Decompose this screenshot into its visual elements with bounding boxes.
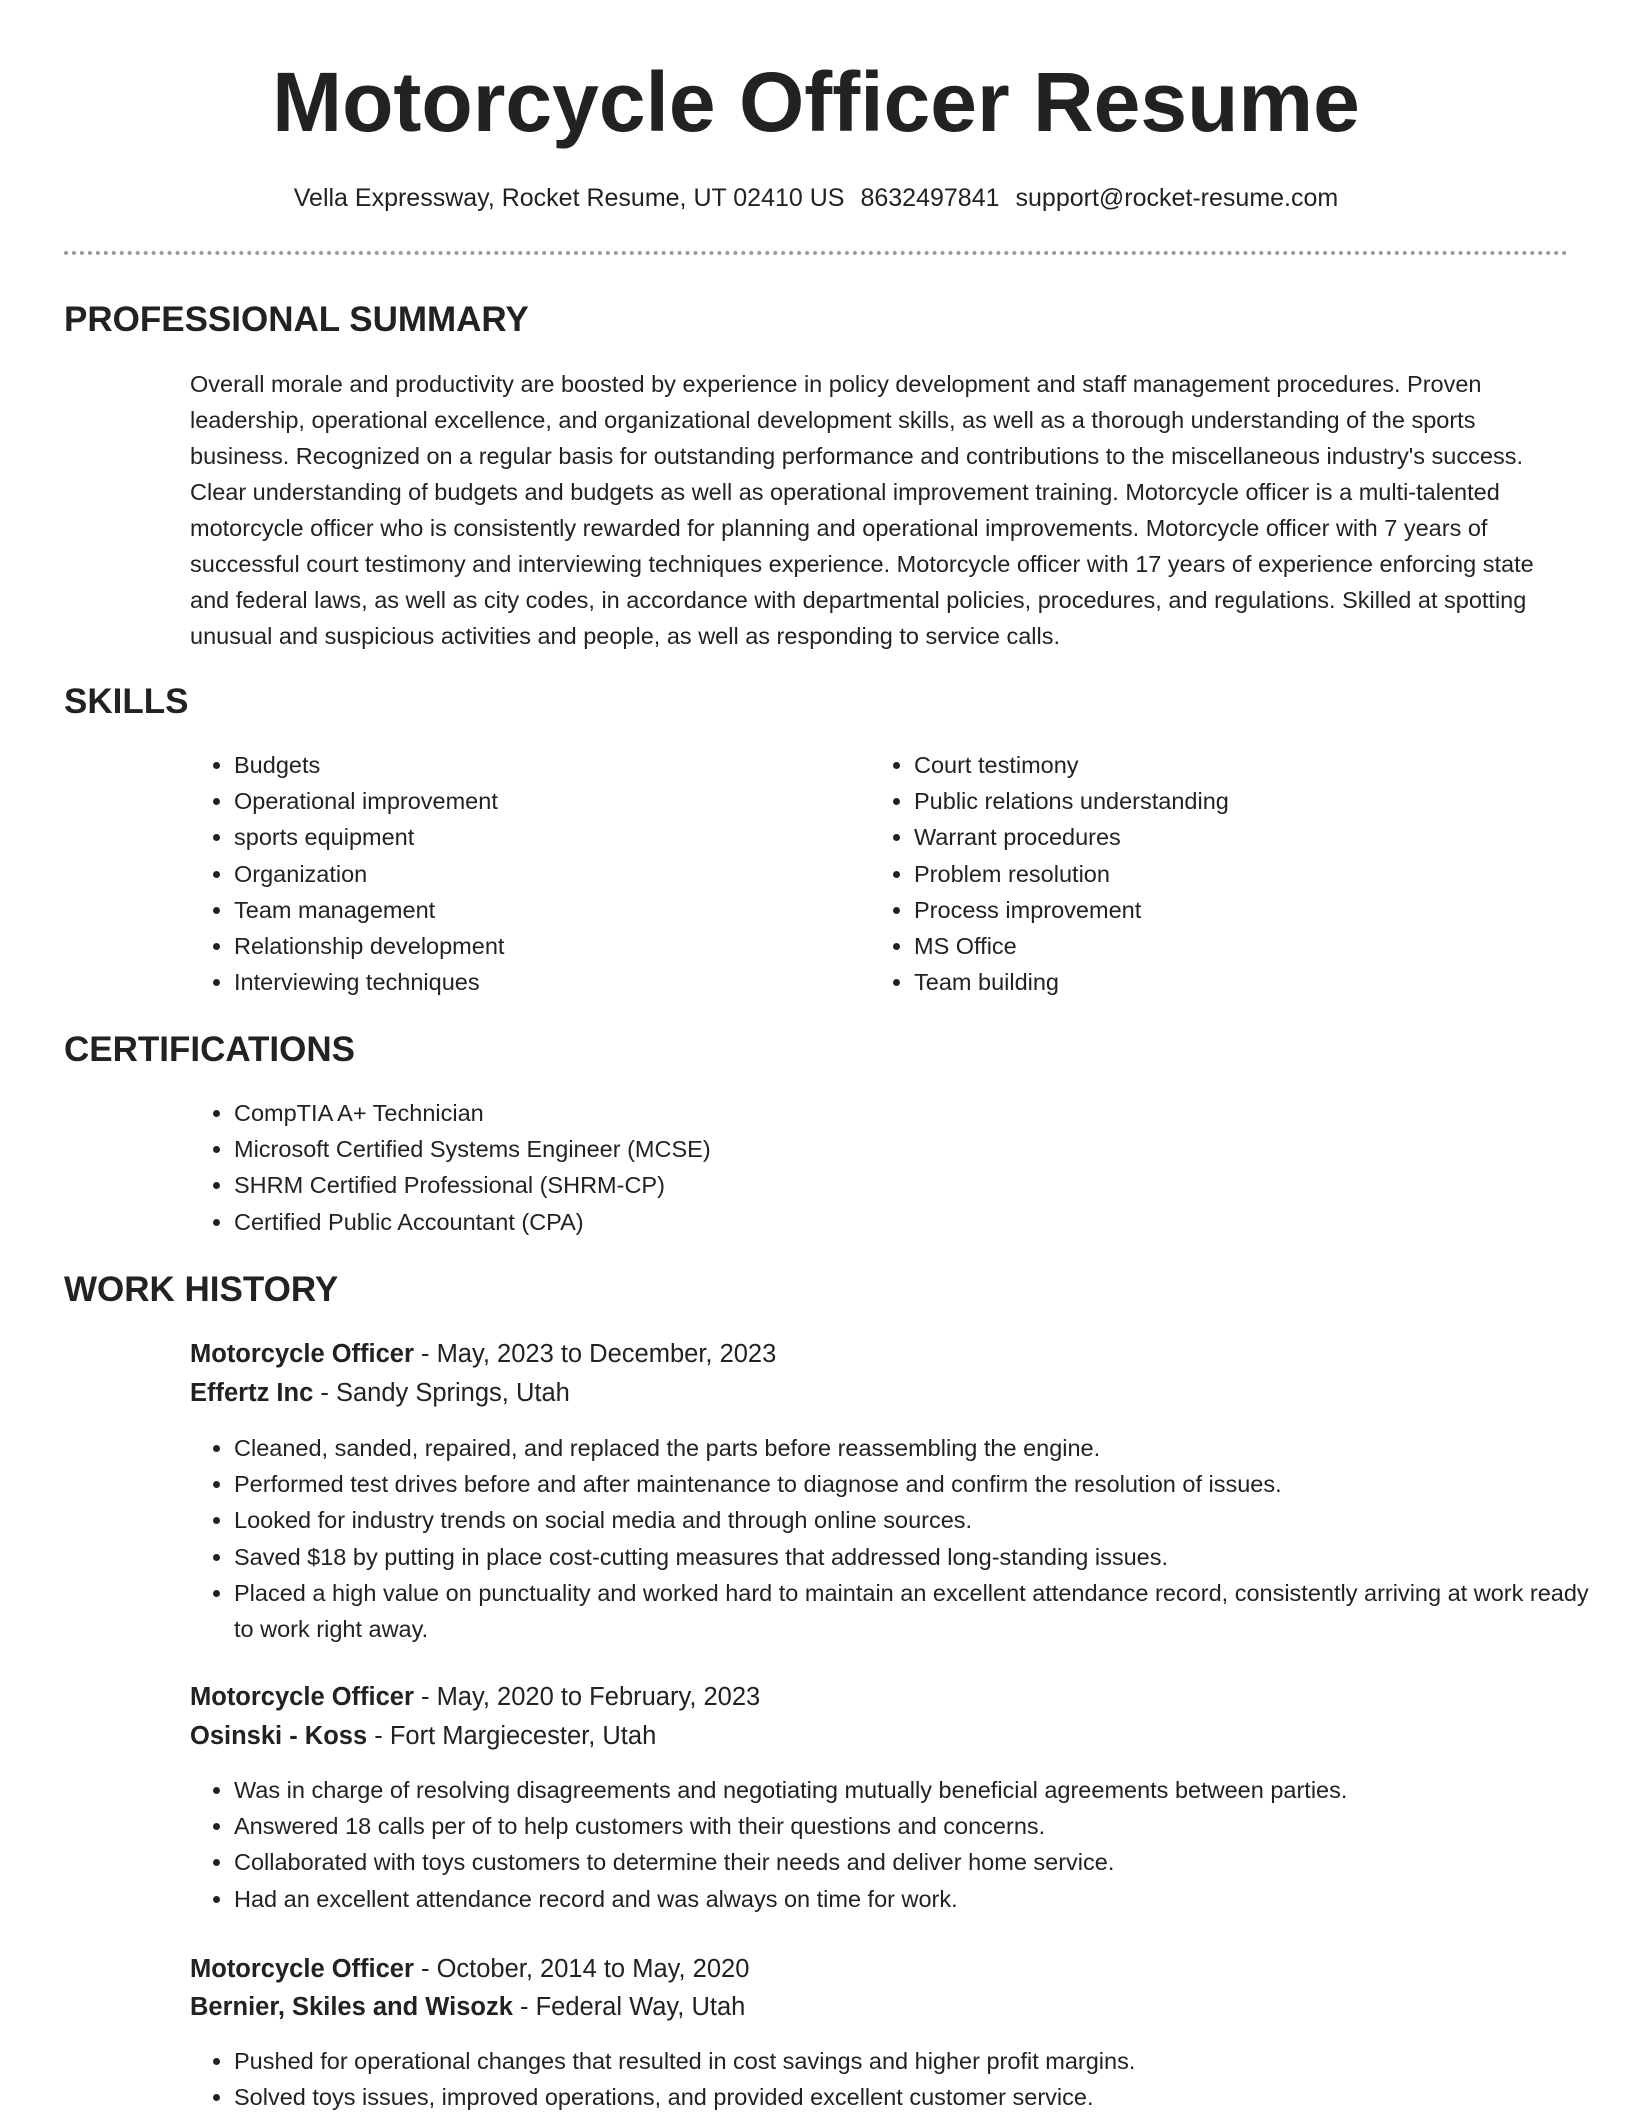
list-item: • Team management [234,892,834,928]
job-title-line [190,1678,760,1716]
skills-list-right [870,747,1554,1000]
list-item: • Had an excellent attendance record and was always on time for work. [234,1881,1604,1917]
section-heading-skills: SKILLS [64,682,189,721]
section-heading-work-history: WORK HISTORY [64,1270,339,1309]
job-location: - Federal Way, Utah [512,1993,746,2021]
list-item: • Looked for industry trends on social media and through online sources. [234,1502,1604,1538]
list-item: • MS Office [914,928,1554,964]
page-title: Motorcycle Officer Resume [272,55,1360,149]
list-item: • sports equipment [234,819,834,855]
job-company: Osinski - Koss [190,1722,368,1750]
job-company-line [190,1717,656,1755]
list-item: • Warrant procedures [914,819,1554,855]
header-divider [64,251,1568,255]
job-title: Motorcycle Officer [190,1683,414,1711]
job-title-line [190,1335,776,1373]
list-item: • Operational improvement [234,783,834,819]
job-bullets [190,1430,1604,1647]
list-item: • Interviewing techniques [234,964,834,1000]
job-location: - Fort Margiecester, Utah [367,1722,657,1750]
contact-phone: 8632497841 [860,184,1000,212]
job-bullets [190,1772,1604,1917]
list-item: • Placed a high value on punctuality and worked hard to maintain an excellent attendance record, consistently arriving at work ready to work right away. [234,1575,1604,1647]
list-item: • Public relations understanding [914,783,1554,819]
list-item: • Court testimony [914,747,1554,783]
list-item: • Performed test drives before and after maintenance to diagnose and confirm the resolution of issues. [234,1466,1604,1502]
list-item: • Solved toys issues, improved operations, and provided excellent customer service. [234,2079,1604,2115]
job-title-line [190,1950,749,1988]
job-dates: - May, 2020 to February, 2023 [413,1683,761,1711]
certifications-list [190,1095,1534,1240]
job-company: Effertz Inc [190,1379,314,1407]
list-item: • Cleaned, sanded, repaired, and replaced the parts before reassembling the engine. [234,1430,1604,1466]
summary-text: Overall morale and productivity are boosted by experience in policy development and staff management procedures. Proven leadership, operational excellence, and organizational development skills, as well as a thorough understanding of the sports business. Recognized on a regular basis for outstanding performance and contributions to the miscellaneous industry's success. Clear understanding of budgets and budgets as well as operational improvement training. Motorcycle officer is a multi-talented motorcycle officer who is consistently rewarded for planning and operational improvements. Motorcycle officer with 7 years of successful court testimony and interviewing techniques experience. Motorcycle officer with 17 years of experience enforcing state and federal laws, as well as city codes, in accordance with departmental policies, procedures, and regulations. Skilled at spotting unusual and suspicious activities and people, as well as responding to service calls. [190,371,1534,649]
list-item: • Microsoft Certified Systems Engineer (MCSE) [234,1131,1534,1167]
contact-email: support@rocket-resume.com [1015,184,1339,212]
list-item: • Saved $18 by putting in place cost-cutting measures that addressed long-standing issues. [234,1539,1604,1575]
list-item: • Relationship development [234,928,834,964]
list-item: • Organization [234,856,834,892]
contact-line [0,180,1632,216]
job-dates: - October, 2014 to May, 2020 [413,1955,750,1983]
list-item: • CompTIA A+ Technician [234,1095,1534,1131]
list-item: • Team building [914,964,1554,1000]
job-company-line [190,1374,570,1412]
job-title: Motorcycle Officer [190,1955,414,1983]
job-location: - Sandy Springs, Utah [313,1379,570,1407]
section-heading-certifications: CERTIFICATIONS [64,1030,356,1069]
job-bullets [190,2043,1604,2115]
job-title: Motorcycle Officer [190,1340,414,1368]
list-item: • Pushed for operational changes that resulted in cost savings and higher profit margins. [234,2043,1604,2079]
list-item: • Was in charge of resolving disagreements and negotiating mutually beneficial agreements between parties. [234,1772,1604,1808]
skills-list-left [190,747,834,1000]
list-item: • Process improvement [914,892,1554,928]
list-item: • Answered 18 calls per of to help customers with their questions and concerns. [234,1808,1604,1844]
section-heading-summary: PROFESSIONAL SUMMARY [64,300,529,339]
list-item: • Certified Public Accountant (CPA) [234,1204,1534,1240]
job-dates: - May, 2023 to December, 2023 [413,1340,777,1368]
job-company-line [190,1988,745,2026]
list-item: • Problem resolution [914,856,1554,892]
job-company: Bernier, Skiles and Wisozk [190,1993,513,2021]
list-item: • Collaborated with toys customers to determine their needs and deliver home service. [234,1844,1604,1880]
contact-address: Vella Expressway, Rocket Resume, UT 02410 US [293,184,845,212]
list-item: • SHRM Certified Professional (SHRM-CP) [234,1167,1534,1203]
list-item: • Budgets [234,747,834,783]
